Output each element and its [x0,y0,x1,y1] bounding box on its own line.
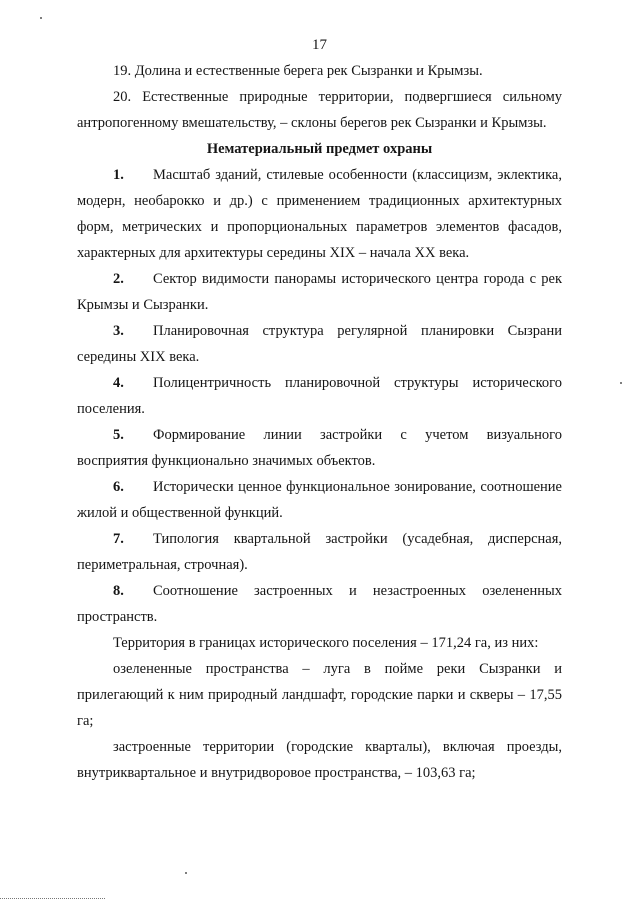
list-item-8 [77,578,562,630]
list-item-6 [77,474,562,526]
territory-intro: Территория в границах исторического поселения – 171,24 га, из них: [113,635,539,651]
scan-dot [40,17,42,19]
document-page [77,32,562,786]
list-item-number: 7. [113,531,124,547]
paragraph-19: 19. Долина и естественные берега рек Сызранки и Крымзы. [113,63,483,79]
list-item-text: Исторически ценное функциональное зонирование, соотношение жилой и общественной функций. [77,479,562,521]
list-item-text: Формирование линии застройки с учетом визуального восприятия функционально значимых объектов. [77,427,562,469]
list-item-number: 2. [113,271,124,287]
list-item-number: 3. [113,323,124,339]
list-item-number: 6. [113,479,124,495]
list-item-text: Соотношение застроенных и незастроенных озелененных пространств. [77,583,562,625]
list-item-number: 4. [113,375,124,391]
page-number: 17 [312,37,327,53]
list-item-3 [77,318,562,370]
territory-built: застроенные территории (городские кварталы), включая проезды, внутриквартальное и внутридворовое пространства, – 103,63 га; [77,739,562,781]
territory-green: озелененные пространства – луга в пойме реки Сызранки и прилегающий к ним природный ландшафт, городские парки и скверы – 17,55 га; [77,661,562,729]
list-item-text: Планировочная структура регулярной планировки Сызрани середины XIX века. [77,323,562,365]
list-item-text: Сектор видимости панорамы исторического центра города с рек Крымзы и Сызранки. [77,271,562,313]
list-item-number: 8. [113,583,124,599]
list-item-text: Типология квартальной застройки (усадебная, дисперсная, периметральная, строчная). [77,531,562,573]
list-item-5 [77,422,562,474]
list-item-text: Полицентричность планировочной структуры исторического поселения. [77,375,562,417]
scan-dot [620,382,622,384]
paragraph-20: 20. Естественные природные территории, подвергшиеся сильному антропогенному вмешательству, – склоны берегов рек Сызранки и Крымзы. [77,89,562,131]
list-item-number: 5. [113,427,124,443]
scan-edge-line [0,898,105,899]
list-item-number: 1. [113,167,124,183]
section-heading: Нематериальный предмет охраны [206,141,433,157]
list-item-1 [77,162,562,266]
list-item-text: Масштаб зданий, стилевые особенности (классицизм, эклектика, модерн, необарокко и др.) с применением традиционных архитектурных форм, метрических и пропорциональных параметров элементов фасадов, характерных для архитектуры середины XIX – начала XX века. [77,167,562,261]
list-item-7 [77,526,562,578]
list-item-4 [77,370,562,422]
scan-dot [185,872,187,874]
list-item-2 [77,266,562,318]
